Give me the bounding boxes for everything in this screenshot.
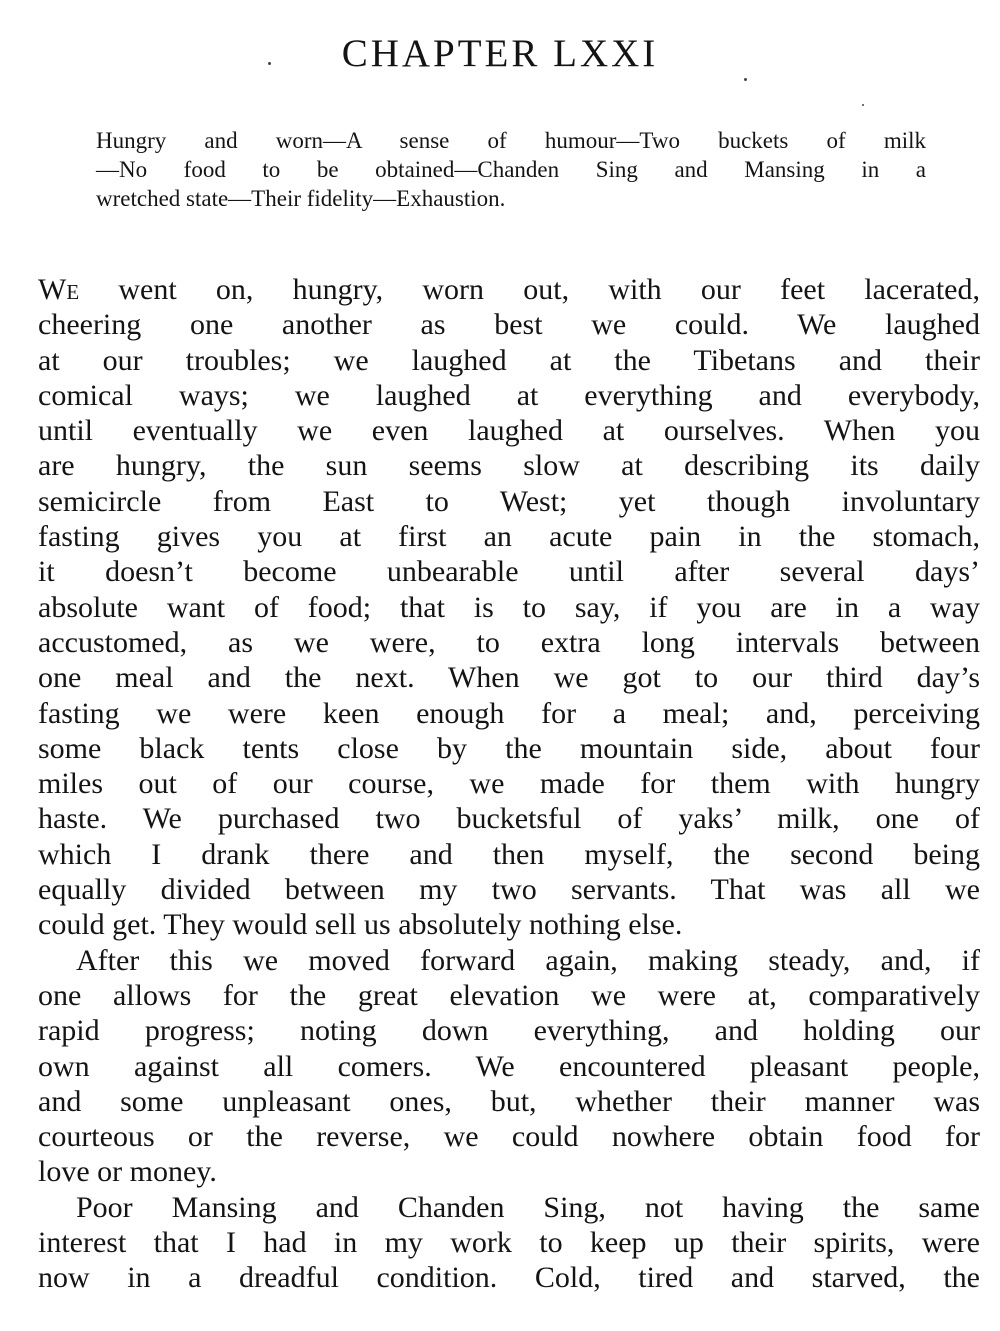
scan-speck — [268, 62, 271, 65]
summary-line: wretched state—Their fidelity—Exhaustion. — [96, 186, 506, 211]
text-line: rapid progress; noting down everything, and holding our — [38, 1014, 980, 1048]
text-line: until eventually we even laughed at ourselves. When you — [38, 414, 980, 448]
text-line: one meal and the next. When we got to our third day’s — [38, 661, 980, 695]
text-line: miles out of our course, we made for them with hungry — [38, 767, 980, 801]
paragraph-1 — [38, 272, 980, 943]
body-text — [38, 272, 980, 1296]
text-line: interest that I had in my work to keep up their spirits, were — [38, 1226, 980, 1260]
chapter-summary — [96, 126, 926, 213]
text-line: and some unpleasant ones, but, whether their manner was — [38, 1084, 980, 1118]
chapter-title: CHAPTER LXXI — [341, 32, 659, 75]
text-line: semicircle from East to West; yet though involuntary — [38, 484, 980, 518]
summary-line: —No food to be obtained—Chanden Sing and Mansing in a — [96, 157, 926, 182]
paragraph-3 — [38, 1190, 980, 1296]
text-line: love or money. — [38, 1155, 217, 1189]
initial-word: We — [38, 273, 80, 306]
text-line: could get. They would sell us absolutely nothing else. — [38, 908, 683, 942]
text-line: After this we moved forward again, making steady, and, if — [76, 943, 980, 977]
text-line: at our troubles; we laughed at the Tibetans and their — [38, 343, 980, 377]
text-line: accustomed, as we were, to extra long intervals between — [38, 625, 980, 659]
text-line: absolute want of food; that is to say, if you are in a way — [38, 590, 980, 624]
text-line: now in a dreadful condition. Cold, tired and starved, the — [38, 1261, 980, 1295]
text-line: own against all comers. We encountered pleasant people, — [38, 1049, 980, 1083]
text-line: some black tents close by the mountain side, about four — [38, 731, 980, 765]
text-line: one allows for the great elevation we were at, comparatively — [38, 978, 980, 1012]
text-line: comical ways; we laughed at everything and everybody, — [38, 378, 980, 412]
summary-line: Hungry and worn—A sense of humour—Two buckets of milk — [96, 128, 926, 153]
text-line: equally divided between my two servants. That was all we — [38, 873, 980, 907]
scan-speck — [744, 78, 747, 81]
text-line: haste. We purchased two bucketsful of yaks’ milk, one of — [38, 802, 980, 836]
text-line: fasting we were keen enough for a meal; and, perceiving — [38, 696, 980, 730]
text-line — [38, 272, 980, 307]
text-line: it doesn’t become unbearable until after several days’ — [38, 555, 980, 589]
text-line: cheering one another as best we could. We laughed — [38, 308, 980, 342]
text-line: Poor Mansing and Chanden Sing, not having the same — [76, 1190, 980, 1224]
first-line-rest: went on, hungry, worn out, with our feet lacerated, — [79, 273, 980, 306]
paragraph-2 — [38, 943, 980, 1190]
text-line: are hungry, the sun seems slow at describing its daily — [38, 449, 980, 483]
text-line: fasting gives you at first an acute pain in the stomach, — [38, 520, 980, 554]
text-line: courteous or the reverse, we could nowhere obtain food for — [38, 1120, 980, 1154]
scan-speck — [862, 104, 864, 106]
text-line: which I drank there and then myself, the second being — [38, 837, 980, 871]
